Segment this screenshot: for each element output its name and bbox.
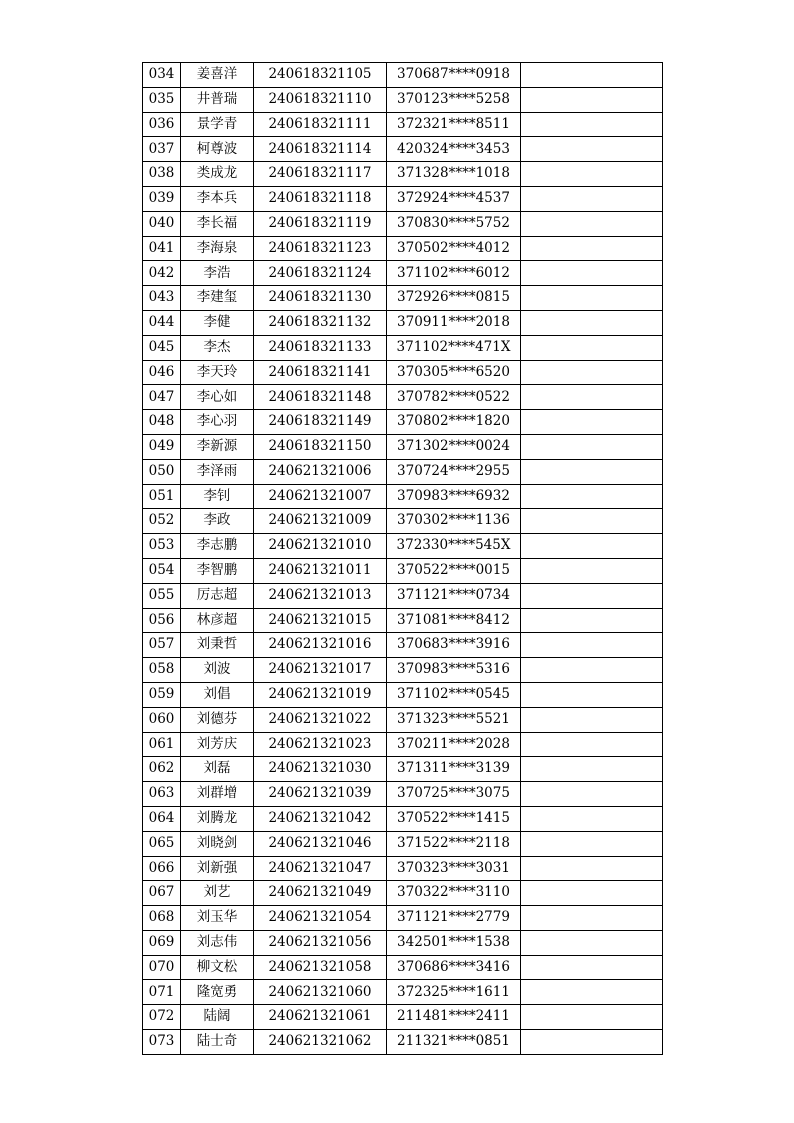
name-cell: 李本兵: [181, 186, 254, 211]
exam-number-cell: 240621321047: [254, 856, 387, 881]
name-cell: 刘秉哲: [181, 633, 254, 658]
row-number-cell: 041: [143, 236, 181, 261]
remark-cell: [521, 930, 663, 955]
id-card-cell: 371323****5521: [387, 707, 521, 732]
row-number-cell: 061: [143, 732, 181, 757]
row-number-cell: 058: [143, 658, 181, 683]
table-row: [143, 633, 663, 658]
table-row: [143, 484, 663, 509]
remark-cell: [521, 162, 663, 187]
exam-number-cell: 240621321062: [254, 1030, 387, 1055]
name-cell: 李健: [181, 310, 254, 335]
row-number-cell: 073: [143, 1030, 181, 1055]
id-card-cell: 342501****1538: [387, 930, 521, 955]
exam-number-cell: 240618321119: [254, 211, 387, 236]
id-card-cell: 370911****2018: [387, 310, 521, 335]
row-number-cell: 051: [143, 484, 181, 509]
id-card-cell: 370725****3075: [387, 782, 521, 807]
table-row: [143, 980, 663, 1005]
remark-cell: [521, 186, 663, 211]
exam-number-cell: 240621321049: [254, 881, 387, 906]
row-number-cell: 060: [143, 707, 181, 732]
table-row: [143, 410, 663, 435]
name-cell: 李长福: [181, 211, 254, 236]
remark-cell: [521, 63, 663, 88]
id-card-cell: 370802****1820: [387, 410, 521, 435]
remark-cell: [521, 286, 663, 311]
remark-cell: [521, 608, 663, 633]
exam-number-cell: 240621321010: [254, 534, 387, 559]
remark-cell: [521, 881, 663, 906]
exam-number-cell: 240618321133: [254, 335, 387, 360]
row-number-cell: 049: [143, 434, 181, 459]
table-row: [143, 509, 663, 534]
row-number-cell: 039: [143, 186, 181, 211]
id-card-cell: 420324****3453: [387, 137, 521, 162]
name-cell: 井普瑞: [181, 87, 254, 112]
exam-number-cell: 240618321118: [254, 186, 387, 211]
name-cell: 景学青: [181, 112, 254, 137]
exam-number-cell: 240621321013: [254, 583, 387, 608]
exam-number-cell: 240621321046: [254, 831, 387, 856]
exam-number-cell: 240621321023: [254, 732, 387, 757]
exam-number-cell: 240621321060: [254, 980, 387, 1005]
table-row: [143, 360, 663, 385]
remark-cell: [521, 558, 663, 583]
name-cell: 林彦超: [181, 608, 254, 633]
exam-number-cell: 240621321061: [254, 1005, 387, 1030]
row-number-cell: 042: [143, 261, 181, 286]
id-card-cell: 370322****3110: [387, 881, 521, 906]
id-card-cell: 370782****0522: [387, 385, 521, 410]
remark-cell: [521, 137, 663, 162]
table-row: [143, 335, 663, 360]
exam-number-cell: 240618321123: [254, 236, 387, 261]
row-number-cell: 048: [143, 410, 181, 435]
row-number-cell: 047: [143, 385, 181, 410]
row-number-cell: 035: [143, 87, 181, 112]
row-number-cell: 064: [143, 806, 181, 831]
id-card-cell: 370211****2028: [387, 732, 521, 757]
table-row: [143, 211, 663, 236]
name-cell: 刘玉华: [181, 906, 254, 931]
remark-cell: [521, 980, 663, 1005]
id-card-cell: 372330****545X: [387, 534, 521, 559]
remark-cell: [521, 732, 663, 757]
remark-cell: [521, 955, 663, 980]
id-card-cell: 371302****0024: [387, 434, 521, 459]
remark-cell: [521, 261, 663, 286]
name-cell: 李天玲: [181, 360, 254, 385]
name-cell: 李建玺: [181, 286, 254, 311]
remark-cell: [521, 583, 663, 608]
remark-cell: [521, 310, 663, 335]
remark-cell: [521, 335, 663, 360]
id-card-cell: 370687****0918: [387, 63, 521, 88]
table-row: [143, 162, 663, 187]
exam-number-cell: 240621321015: [254, 608, 387, 633]
name-cell: 刘波: [181, 658, 254, 683]
exam-number-cell: 240618321141: [254, 360, 387, 385]
exam-number-cell: 240621321030: [254, 757, 387, 782]
remark-cell: [521, 112, 663, 137]
row-number-cell: 040: [143, 211, 181, 236]
table-row: [143, 385, 663, 410]
row-number-cell: 036: [143, 112, 181, 137]
row-number-cell: 034: [143, 63, 181, 88]
id-card-cell: 370830****5752: [387, 211, 521, 236]
id-card-cell: 372321****8511: [387, 112, 521, 137]
exam-number-cell: 240621321017: [254, 658, 387, 683]
id-card-cell: 371121****2779: [387, 906, 521, 931]
name-cell: 柯尊波: [181, 137, 254, 162]
remark-cell: [521, 831, 663, 856]
row-number-cell: 037: [143, 137, 181, 162]
remark-cell: [521, 360, 663, 385]
table-row: [143, 459, 663, 484]
name-cell: 李政: [181, 509, 254, 534]
id-card-cell: 211321****0851: [387, 1030, 521, 1055]
table-row: [143, 310, 663, 335]
name-cell: 李杰: [181, 335, 254, 360]
table-row: [143, 112, 663, 137]
table-row: [143, 856, 663, 881]
remark-cell: [521, 658, 663, 683]
table-row: [143, 930, 663, 955]
id-card-cell: 370983****6932: [387, 484, 521, 509]
exam-number-cell: 240618321132: [254, 310, 387, 335]
id-card-cell: 370522****1415: [387, 806, 521, 831]
row-number-cell: 052: [143, 509, 181, 534]
id-card-cell: 211481****2411: [387, 1005, 521, 1030]
row-number-cell: 044: [143, 310, 181, 335]
exam-number-cell: 240621321039: [254, 782, 387, 807]
remark-cell: [521, 633, 663, 658]
row-number-cell: 050: [143, 459, 181, 484]
remark-cell: [521, 856, 663, 881]
row-number-cell: 059: [143, 682, 181, 707]
table-row: [143, 955, 663, 980]
id-card-cell: 371522****2118: [387, 831, 521, 856]
name-cell: 李心羽: [181, 410, 254, 435]
table-row: [143, 732, 663, 757]
table-row: [143, 534, 663, 559]
name-cell: 刘磊: [181, 757, 254, 782]
table-row: [143, 658, 663, 683]
name-cell: 陆士奇: [181, 1030, 254, 1055]
roster-table-body: [143, 63, 663, 1055]
exam-number-cell: 240621321056: [254, 930, 387, 955]
row-number-cell: 067: [143, 881, 181, 906]
remark-cell: [521, 509, 663, 534]
name-cell: 李浩: [181, 261, 254, 286]
id-card-cell: 370724****2955: [387, 459, 521, 484]
id-card-cell: 370305****6520: [387, 360, 521, 385]
id-card-cell: 370323****3031: [387, 856, 521, 881]
exam-number-cell: 240621321054: [254, 906, 387, 931]
name-cell: 刘腾龙: [181, 806, 254, 831]
remark-cell: [521, 1030, 663, 1055]
roster-table: [142, 62, 663, 1055]
remark-cell: [521, 534, 663, 559]
exam-number-cell: 240621321058: [254, 955, 387, 980]
name-cell: 刘芳庆: [181, 732, 254, 757]
exam-number-cell: 240618321124: [254, 261, 387, 286]
exam-number-cell: 240621321007: [254, 484, 387, 509]
table-row: [143, 806, 663, 831]
row-number-cell: 069: [143, 930, 181, 955]
id-card-cell: 372924****4537: [387, 186, 521, 211]
row-number-cell: 038: [143, 162, 181, 187]
id-card-cell: 370683****3916: [387, 633, 521, 658]
name-cell: 李新源: [181, 434, 254, 459]
name-cell: 刘德芬: [181, 707, 254, 732]
id-card-cell: 370522****0015: [387, 558, 521, 583]
table-row: [143, 236, 663, 261]
name-cell: 刘群增: [181, 782, 254, 807]
remark-cell: [521, 1005, 663, 1030]
name-cell: 厉志超: [181, 583, 254, 608]
id-card-cell: 371081****8412: [387, 608, 521, 633]
name-cell: 刘志伟: [181, 930, 254, 955]
table-row: [143, 583, 663, 608]
row-number-cell: 046: [143, 360, 181, 385]
name-cell: 李智鹏: [181, 558, 254, 583]
table-row: [143, 1005, 663, 1030]
exam-number-cell: 240618321149: [254, 410, 387, 435]
row-number-cell: 066: [143, 856, 181, 881]
id-card-cell: 371102****0545: [387, 682, 521, 707]
row-number-cell: 065: [143, 831, 181, 856]
name-cell: 姜喜洋: [181, 63, 254, 88]
exam-number-cell: 240618321117: [254, 162, 387, 187]
name-cell: 刘晓剑: [181, 831, 254, 856]
table-row: [143, 434, 663, 459]
name-cell: 类成龙: [181, 162, 254, 187]
table-row: [143, 707, 663, 732]
remark-cell: [521, 782, 663, 807]
exam-number-cell: 240621321019: [254, 682, 387, 707]
name-cell: 刘艺: [181, 881, 254, 906]
id-card-cell: 371121****0734: [387, 583, 521, 608]
id-card-cell: 370302****1136: [387, 509, 521, 534]
exam-number-cell: 240618321114: [254, 137, 387, 162]
name-cell: 柳文松: [181, 955, 254, 980]
name-cell: 李泽雨: [181, 459, 254, 484]
id-card-cell: 370983****5316: [387, 658, 521, 683]
remark-cell: [521, 385, 663, 410]
name-cell: 李心如: [181, 385, 254, 410]
remark-cell: [521, 806, 663, 831]
exam-number-cell: 240618321105: [254, 63, 387, 88]
table-row: [143, 286, 663, 311]
row-number-cell: 053: [143, 534, 181, 559]
exam-number-cell: 240618321148: [254, 385, 387, 410]
table-row: [143, 906, 663, 931]
exam-number-cell: 240621321016: [254, 633, 387, 658]
exam-number-cell: 240621321011: [254, 558, 387, 583]
remark-cell: [521, 434, 663, 459]
id-card-cell: 371328****1018: [387, 162, 521, 187]
table-row: [143, 87, 663, 112]
row-number-cell: 057: [143, 633, 181, 658]
row-number-cell: 056: [143, 608, 181, 633]
table-row: [143, 186, 663, 211]
exam-number-cell: 240621321022: [254, 707, 387, 732]
id-card-cell: 371102****6012: [387, 261, 521, 286]
row-number-cell: 071: [143, 980, 181, 1005]
id-card-cell: 370123****5258: [387, 87, 521, 112]
table-row: [143, 608, 663, 633]
table-row: [143, 63, 663, 88]
remark-cell: [521, 211, 663, 236]
name-cell: 刘新强: [181, 856, 254, 881]
exam-number-cell: 240618321110: [254, 87, 387, 112]
row-number-cell: 043: [143, 286, 181, 311]
name-cell: 隆宽勇: [181, 980, 254, 1005]
row-number-cell: 045: [143, 335, 181, 360]
table-row: [143, 757, 663, 782]
row-number-cell: 068: [143, 906, 181, 931]
exam-number-cell: 240618321111: [254, 112, 387, 137]
remark-cell: [521, 236, 663, 261]
table-row: [143, 1030, 663, 1055]
id-card-cell: 372926****0815: [387, 286, 521, 311]
remark-cell: [521, 682, 663, 707]
id-card-cell: 372325****1611: [387, 980, 521, 1005]
remark-cell: [521, 87, 663, 112]
remark-cell: [521, 757, 663, 782]
table-row: [143, 831, 663, 856]
exam-number-cell: 240621321042: [254, 806, 387, 831]
table-row: [143, 682, 663, 707]
name-cell: 李志鹏: [181, 534, 254, 559]
remark-cell: [521, 707, 663, 732]
table-row: [143, 261, 663, 286]
row-number-cell: 070: [143, 955, 181, 980]
name-cell: 李钊: [181, 484, 254, 509]
remark-cell: [521, 484, 663, 509]
name-cell: 李海泉: [181, 236, 254, 261]
exam-number-cell: 240621321006: [254, 459, 387, 484]
row-number-cell: 054: [143, 558, 181, 583]
table-row: [143, 881, 663, 906]
row-number-cell: 072: [143, 1005, 181, 1030]
exam-number-cell: 240618321150: [254, 434, 387, 459]
exam-number-cell: 240621321009: [254, 509, 387, 534]
table-row: [143, 137, 663, 162]
row-number-cell: 063: [143, 782, 181, 807]
remark-cell: [521, 906, 663, 931]
id-card-cell: 370502****4012: [387, 236, 521, 261]
id-card-cell: 371102****471X: [387, 335, 521, 360]
remark-cell: [521, 459, 663, 484]
row-number-cell: 055: [143, 583, 181, 608]
table-row: [143, 782, 663, 807]
id-card-cell: 370686****3416: [387, 955, 521, 980]
remark-cell: [521, 410, 663, 435]
row-number-cell: 062: [143, 757, 181, 782]
table-row: [143, 558, 663, 583]
exam-number-cell: 240618321130: [254, 286, 387, 311]
name-cell: 陆阔: [181, 1005, 254, 1030]
name-cell: 刘倡: [181, 682, 254, 707]
id-card-cell: 371311****3139: [387, 757, 521, 782]
